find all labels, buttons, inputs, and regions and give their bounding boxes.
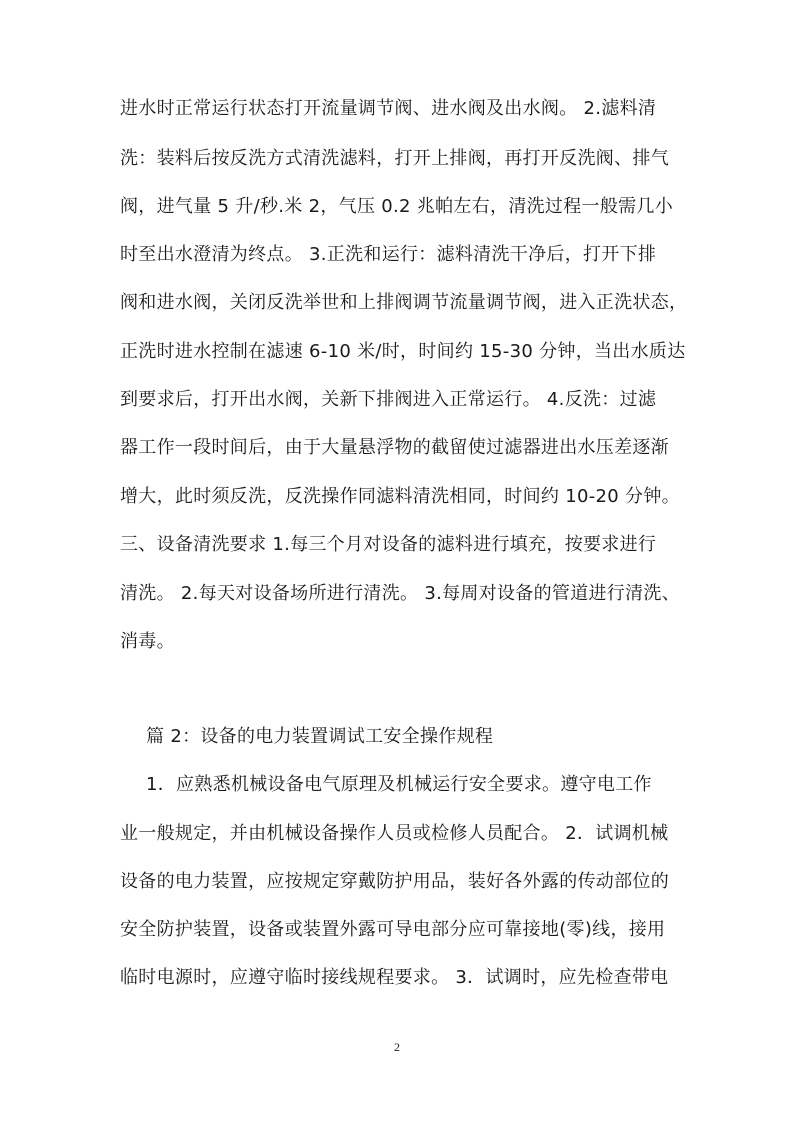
section-heading: 篇 2：设备的电力装置调试工安全操作规程: [146, 726, 494, 747]
body-text-line: 消毒。: [120, 631, 175, 652]
body-text-line: 时至出水澄清为终点。 3.正洗和运行：滤料清洗干净后，打开下排: [120, 244, 657, 265]
body-text-line: 阀和进水阀，关闭反洗举世和上排阀调节流量调节阀，进入正洗状态，: [120, 292, 688, 313]
body-text-line: 临时电源时，应遵守临时接线规程要求。 3．试调时，应先检查带电: [120, 967, 669, 988]
body-text-line: 到要求后，打开出水阀，关新下排阀进入正常运行。 4.反洗：过滤: [120, 389, 657, 410]
body-text-line: 安全防护装置，设备或装置外露可导电部分应可靠接地(零)线，接用: [120, 919, 666, 940]
page-number: 2: [394, 1040, 400, 1054]
body-text-line: 正洗时进水控制在滤速 6-10 米/时，时间约 15-30 分钟，当出水质达: [120, 341, 686, 362]
body-text-line: 1．应熟悉机械设备电气原理及机械运行安全要求。遵守电工作: [146, 774, 652, 795]
body-text-line: 增大，此时须反洗，反洗操作同滤料清洗相同，时间约 10-20 分钟。: [120, 486, 680, 507]
body-text-line: 器工作一段时间后，由于大量悬浮物的截留使过滤器进出水压差逐渐: [120, 437, 669, 458]
body-text-line: 三、设备清洗要求 1.每三个月对设备的滤料进行填充，按要求进行: [120, 534, 657, 555]
body-text-line: 业一般规定，并由机械设备操作人员或检修人员配合。 2．试调机械: [120, 823, 669, 844]
body-text-line: 进水时正常运行状态打开流量调节阀、进水阀及出水阀。 2.滤料清: [120, 98, 657, 119]
body-text-line: 设备的电力装置，应按规定穿戴防护用品，装好各外露的传动部位的: [120, 871, 669, 892]
body-text-line: 洗：装料后按反洗方式清洗滤料，打开上排阀，再打开反洗阀、排气: [120, 148, 669, 169]
body-text-line: 阀，进气量 5 升/秒.米 2，气压 0.2 兆帕左右，清洗过程一般需几小: [120, 196, 674, 217]
body-text-line: 清洗。 2.每天对设备场所进行清洗。 3.每周对设备的管道进行清洗、: [120, 583, 680, 604]
